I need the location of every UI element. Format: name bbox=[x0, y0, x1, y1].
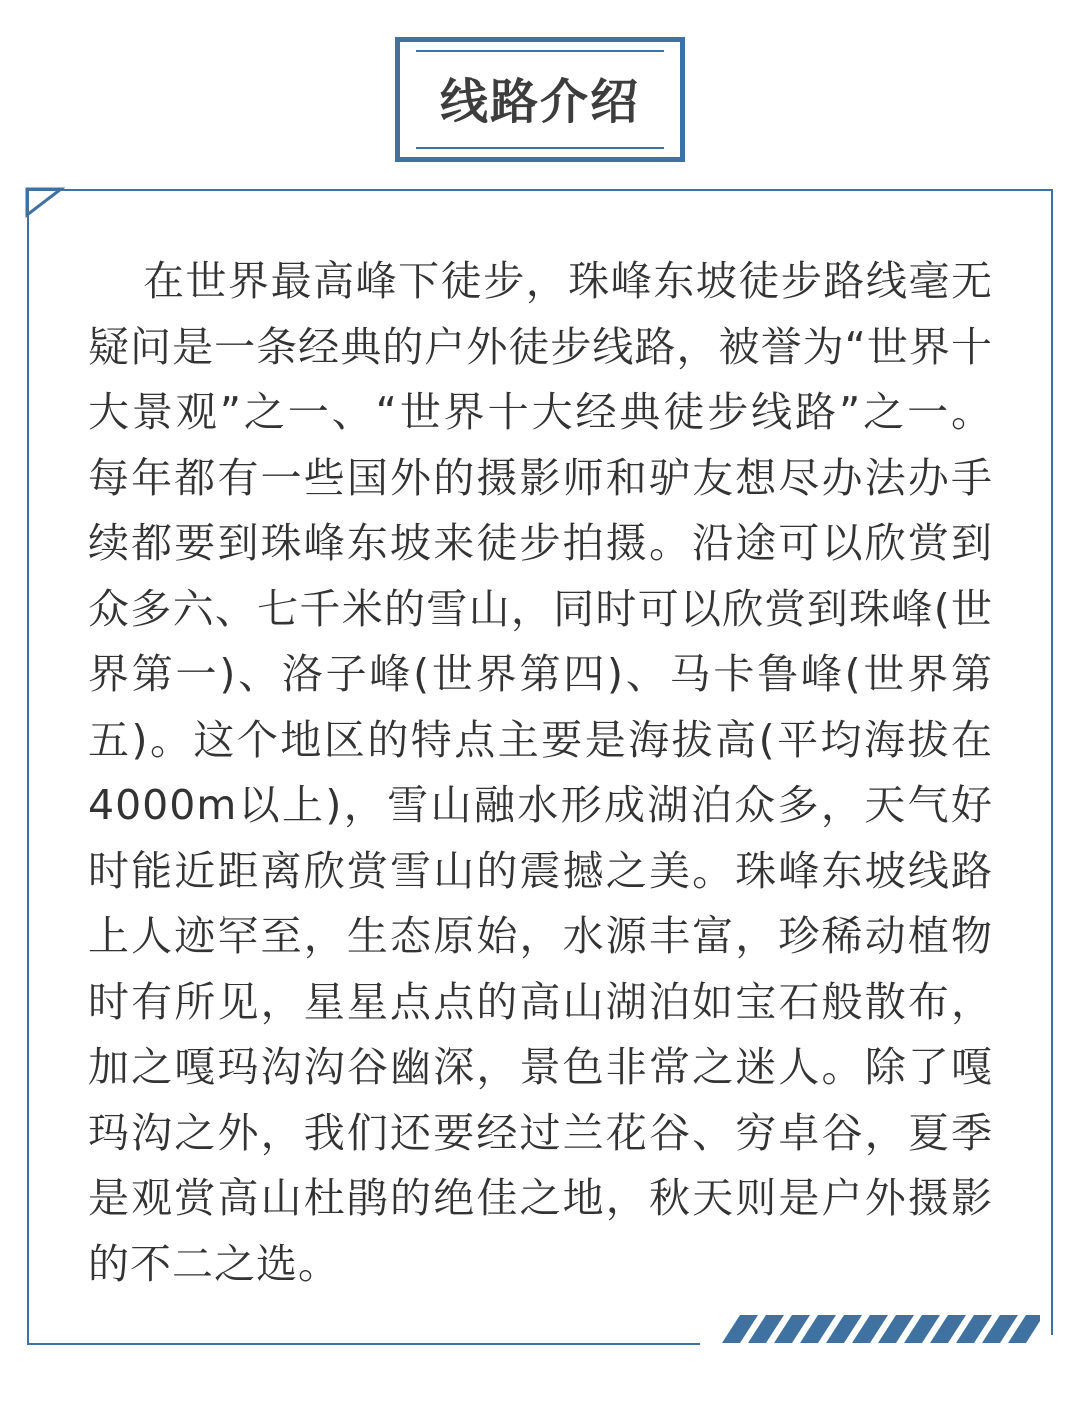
title-bottom-rule bbox=[416, 147, 664, 149]
title-box bbox=[395, 37, 685, 162]
corner-triangle-icon bbox=[25, 187, 65, 219]
title-top-rule bbox=[416, 50, 664, 52]
page-title: 线路介绍 bbox=[439, 74, 640, 130]
article-paragraph: 在世界最高峰下徒步，珠峰东坡徒步路线毫无疑问是一条经典的户外徒步线路，被誉为“世界十大景观”之一、“世界十大经典徒步线路”之一。每年都有一些国外的摄影师和驴友想尽办法办手续都要到珠峰东坡来徒步拍摄。沿途可以欣赏到众多六、七千米的雪山，同时可以欣赏到珠峰(世界第一)、洛子峰(世界第四)、马卡鲁峰(世界第五)。这个地区的特点主要是海拔高(平均海拔在4000m以上)，雪山融水形成湖泊众多，天气好时能近距离欣赏雪山的震撼之美。珠峰东坡线路上人迹罕至，生态原始，水源丰富，珍稀动植物时有所见，星星点点的高山湖泊如宝石般散布，加之嘎玛沟沟谷幽深，景色非常之迷人。除了嘎玛沟之外，我们还要经过兰花谷、穷卓谷，夏季是观赏高山杜鹃的绝佳之地，秋天则是户外摄影的不二之选。 bbox=[88, 257, 993, 1288]
diagonal-stripes-decoration bbox=[722, 1313, 1040, 1345]
